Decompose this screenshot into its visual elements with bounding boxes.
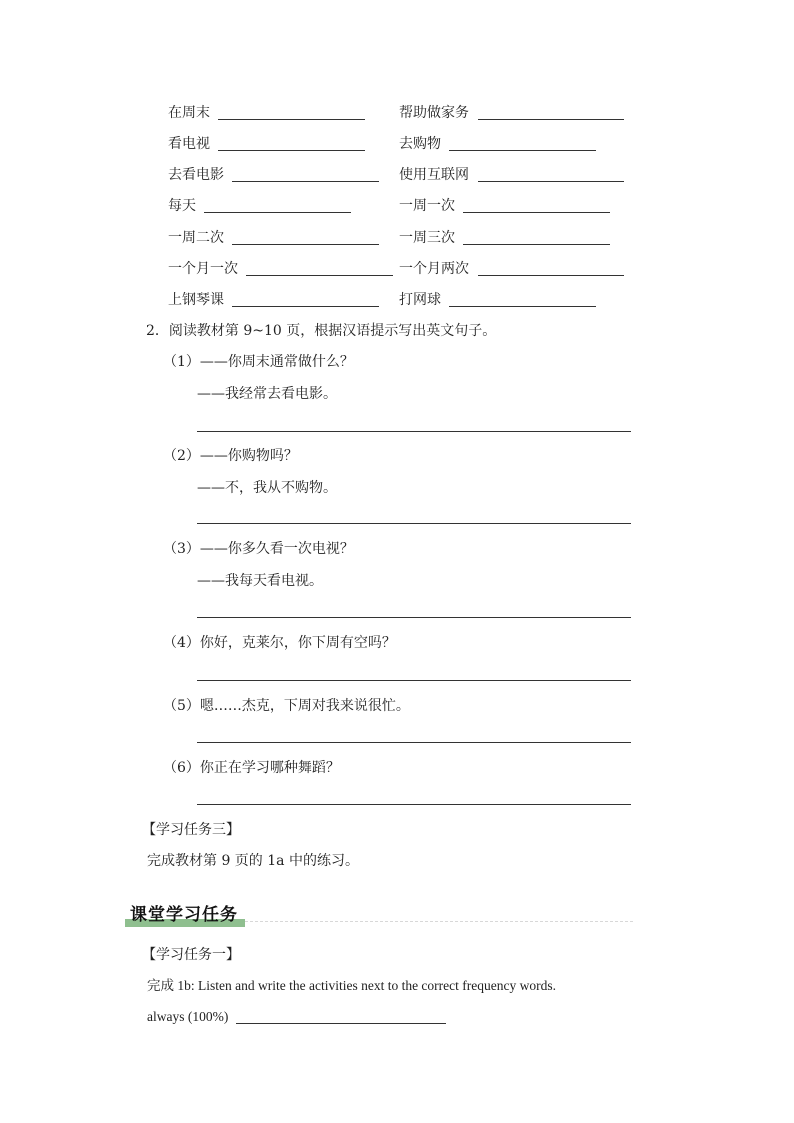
task-heading: 【学习任务一】: [142, 947, 240, 963]
answer-line[interactable]: [197, 804, 631, 805]
task-text: 完成 1b: Listen and write the activities next to the correct frequency words.: [147, 978, 556, 993]
answer-line[interactable]: [197, 523, 631, 524]
task-heading: 【学习任务三】: [142, 822, 240, 838]
vocab-label: 上钢琴课: [168, 292, 224, 308]
answer-line[interactable]: [197, 617, 631, 618]
sub-question-reply: ——我每天看电视。: [197, 573, 323, 589]
frequency-label: always (100%): [147, 1009, 229, 1024]
vocab-label: 打网球: [399, 292, 441, 308]
sub-question-prompt: （1）——你周末通常做什么？: [163, 354, 354, 370]
sub-question-prompt: （2）——你购物吗？: [163, 448, 298, 464]
vocab-label: 去看电影: [168, 167, 224, 183]
section-title: 课堂学习任务: [130, 905, 238, 925]
vocab-label: 看电视: [168, 136, 210, 152]
vocab-label: 一个月一次: [168, 261, 238, 277]
answer-line[interactable]: [197, 680, 631, 681]
answer-blank[interactable]: [232, 244, 379, 245]
vocab-label: 一周一次: [399, 198, 455, 214]
sub-question-reply: ——我经常去看电影。: [197, 386, 337, 402]
answer-blank[interactable]: [218, 150, 365, 151]
vocab-label: 去购物: [399, 136, 441, 152]
sub-question-reply: ——不，我从不购物。: [197, 480, 337, 496]
sub-question-prompt: （6）你正在学习哪种舞蹈？: [163, 760, 340, 776]
answer-blank[interactable]: [449, 306, 596, 307]
answer-line[interactable]: [197, 431, 631, 432]
answer-blank[interactable]: [449, 150, 596, 151]
vocab-label: 使用互联网: [399, 167, 469, 183]
answer-blank[interactable]: [463, 244, 610, 245]
vocab-label: 在周末: [168, 105, 210, 121]
answer-blank[interactable]: [218, 119, 365, 120]
vocab-label: 一个月两次: [399, 261, 469, 277]
vocab-label: 一周二次: [168, 230, 224, 246]
section-divider: [245, 921, 633, 922]
answer-line[interactable]: [197, 742, 631, 743]
sub-question-prompt: （3）——你多久看一次电视？: [163, 541, 354, 557]
answer-blank[interactable]: [478, 181, 624, 182]
sub-question-prompt: （4）你好，克莱尔，你下周有空吗？: [163, 635, 396, 651]
answer-blank[interactable]: [478, 119, 624, 120]
vocab-label: 一周三次: [399, 230, 455, 246]
answer-blank[interactable]: [204, 212, 351, 213]
answer-blank[interactable]: [236, 1023, 446, 1024]
answer-blank[interactable]: [232, 181, 379, 182]
answer-blank[interactable]: [463, 212, 610, 213]
answer-blank[interactable]: [478, 275, 624, 276]
answer-blank[interactable]: [232, 306, 379, 307]
question-instruction: 2．阅读教材第 9~10 页，根据汉语提示写出英文句子。: [146, 323, 497, 339]
vocab-label: 帮助做家务: [399, 105, 469, 121]
vocab-label: 每天: [168, 198, 196, 214]
sub-question-prompt: （5）嗯……杰克，下周对我来说很忙。: [163, 698, 410, 714]
answer-blank[interactable]: [246, 275, 393, 276]
task-text: 完成教材第 9 页的 1a 中的练习。: [147, 853, 359, 869]
